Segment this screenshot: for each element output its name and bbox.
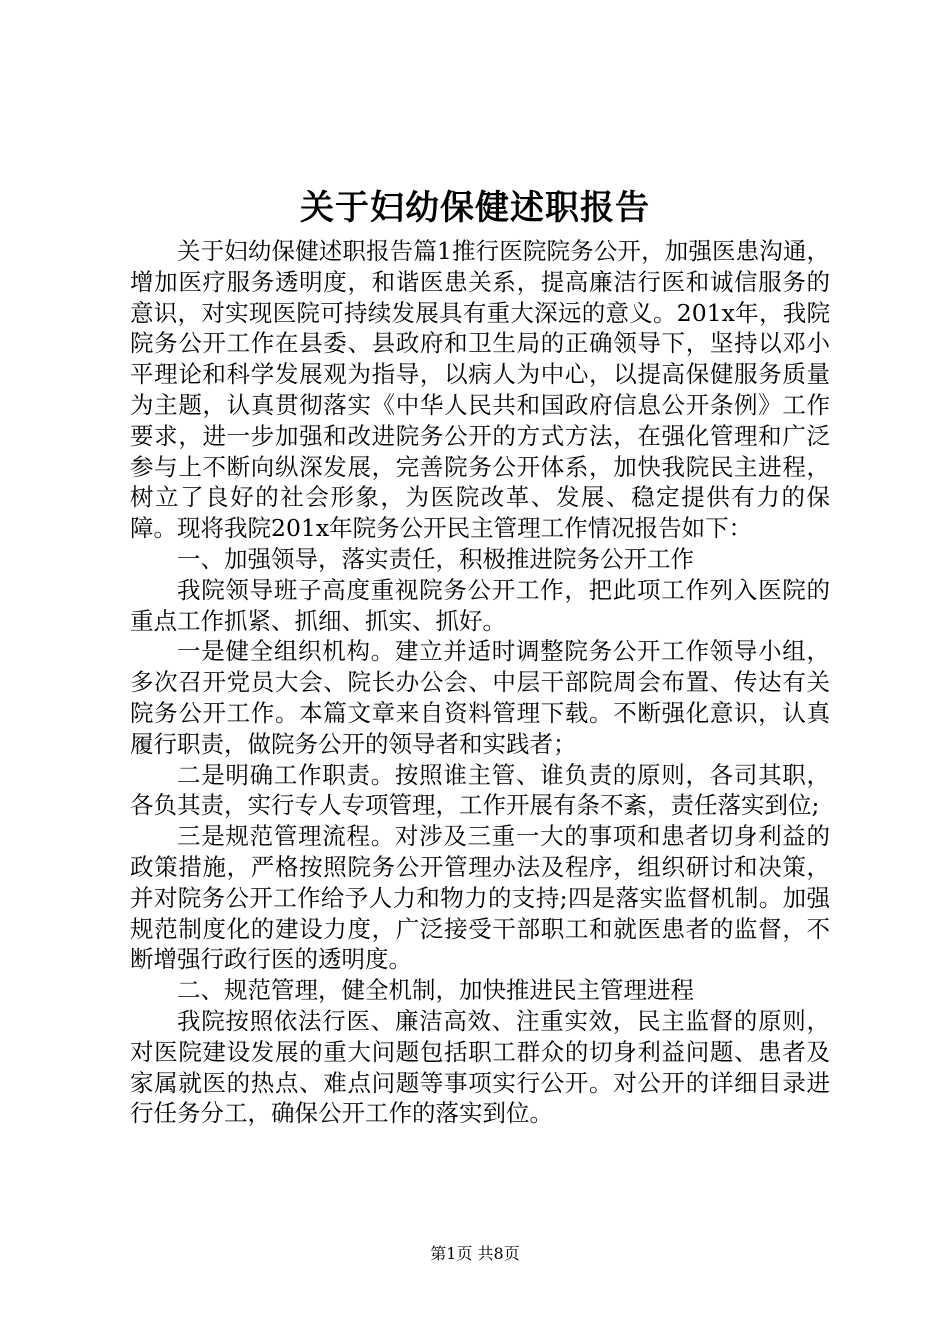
paragraph-organization: 一是健全组织机构。建立并适时调整院务公开工作领导小组，多次召开党员大会、院长办公会、中层干部院周会布置、传达有关院务公开工作。本篇文章来自资料管理下载。不断强化意识，认真履行职责，做院务公开的领导者和实践者； — [130, 637, 830, 758]
paragraph-leadership: 我院领导班子高度重视院务公开工作，把此项工作列入医院的重点工作抓紧、抓细、抓实、抓好。 — [130, 575, 830, 635]
paragraph-responsibilities: 二是明确工作职责。按照谁主管、谁负责的原则，各司其职，各负其责，实行专人专项管理，工作开展有条不紊，责任落实到位; — [130, 760, 830, 820]
section-heading-1: 一、加强领导，落实责任，积极推进院务公开工作 — [177, 544, 694, 573]
section-heading-2: 二、规范管理，健全机制，加快推进民主管理进程 — [177, 976, 694, 1005]
document-body — [130, 236, 830, 1129]
page-number-footer: 第1页 共8页 — [430, 1244, 520, 1263]
paragraph-intro: 关于妇幼保健述职报告篇1推行医院院务公开，加强医患沟通，增加医疗服务透明度，和谐医患关系，提高廉洁行医和诚信服务的意识，对实现医院可持续发展具有重大深远的意义。201x年，我院院务公开工作在县委、县政府和卫生局的正确领导下，坚持以邓小平理论和科学发展观为指导，以病人为中心，以提高保健服务质量为主题，认真贯彻落实《中华人民共和国政府信息公开条例》工作要求，进一步加强和改进院务公开的方式方法，在强化管理和广泛参与上不断向纵深发展，完善院务公开体系，加快我院民主进程，树立了良好的社会形象，为医院改革、发展、稳定提供有力的保障。现将我院201x年院务公开民主管理工作情况报告如下： — [130, 237, 830, 543]
paragraph-disclosure: 我院按照依法行医、廉洁高效、注重实效，民主监督的原则，对医院建设发展的重大问题包括职工群众的切身利益问题、患者及家属就医的热点、难点问题等事项实行公开。对公开的详细目录进行任务分工，确保公开工作的落实到位。 — [130, 1006, 830, 1128]
document-title: 关于妇幼保健述职报告 — [300, 188, 650, 228]
paragraph-process: 三是规范管理流程。对涉及三重一大的事项和患者切身利益的政策措施，严格按照院务公开管理办法及程序，组织研讨和决策，并对院务公开工作给予人力和物力的支持;四是落实监督机制。加强规范制度化的建设力度，广泛接受干部职工和就医患者的监督，不断增强行政行医的透明度。 — [130, 822, 830, 974]
